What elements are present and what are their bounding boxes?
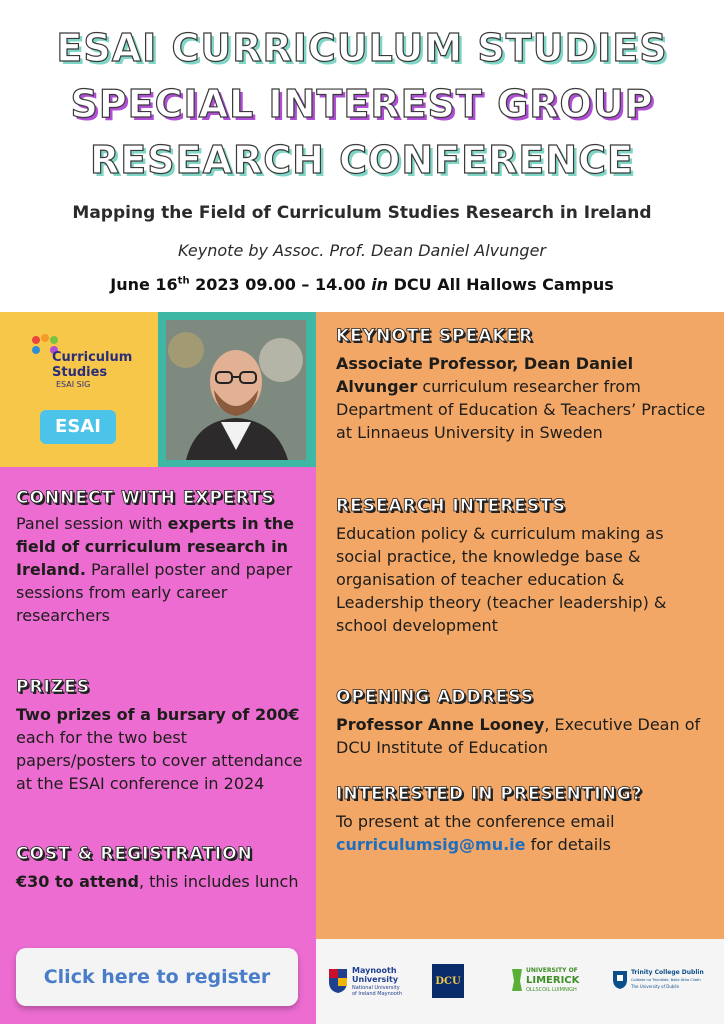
maynooth-crest-icon: [328, 968, 348, 994]
maynooth-line4: of Ireland Maynooth: [352, 991, 403, 997]
subtitle: Mapping the Field of Curriculum Studies Research in Ireland: [72, 203, 652, 223]
cost-heading: COST & REGISTRATION: [16, 844, 253, 864]
keynote-heading: KEYNOTE SPEAKER: [336, 326, 534, 346]
trinity-crest-icon: [612, 970, 628, 990]
curriculum-logo-line2: Studies: [52, 365, 108, 380]
email-link[interactable]: curriculumsig@mu.ie: [336, 835, 526, 854]
opening-heading: OPENING ADDRESS: [336, 687, 534, 707]
keynote-text: Associate Professor, Dean Daniel Alvunger curriculum researcher from Department of Education & Teachers’ Practice at Linnaeus University in Sweden: [336, 354, 706, 442]
cost-text: €30 to attend, this includes lunch: [16, 872, 299, 891]
dcu-logo: [432, 964, 464, 998]
prizes-heading: PRIZES: [16, 677, 91, 697]
connect-text: Panel session with experts in the field of curriculum research in Ireland. Parallel poster and paper sessions from early career researchers: [16, 514, 295, 625]
research-text: Education policy & curriculum making as social practice, the knowledge base & organisation of teacher education & Leadership theory (teacher leadership) & school development: [336, 524, 667, 635]
maynooth-logo: [328, 966, 424, 1000]
curriculum-logo-line1: Curriculum: [52, 350, 133, 365]
trinity-logo: [612, 968, 716, 996]
limerick-line1: UNIVERSITY OF: [526, 967, 578, 974]
trinity-line3: The University of Dublin: [631, 984, 680, 989]
limerick-logo: [510, 965, 592, 997]
curriculum-logo-line3: ESAI SIG: [56, 380, 91, 389]
event-dateline: June 16th 2023 09.00 – 14.00 in DCU All Hallows Campus: [110, 275, 614, 294]
title-line-1: ESAI CURRICULUM STUDIES: [56, 26, 668, 70]
maynooth-line2: University: [352, 975, 399, 984]
limerick-line2: LIMERICK: [526, 975, 580, 986]
research-heading: RESEARCH INTERESTS: [336, 496, 566, 516]
dcu-logo-text: DCU: [435, 975, 461, 987]
title-line-3: RESEARCH CONFERENCE: [90, 138, 634, 182]
prizes-text: Two prizes of a bursary of 200€ each for the two best papers/posters to cover attendance at the ESAI conference in 2024: [16, 705, 303, 793]
maynooth-line1: Maynooth: [352, 966, 397, 975]
title-line-2: SPECIAL INTEREST GROUP: [70, 82, 654, 126]
esai-logo: [40, 410, 116, 444]
connect-heading: CONNECT WITH EXPERTS: [16, 488, 275, 508]
esai-logo-text: ESAI: [55, 416, 101, 437]
trinity-line1: Trinity College Dublin: [631, 969, 704, 976]
limerick-crest-icon: [510, 967, 524, 993]
limerick-line3: OLLSCOIL LUIMNIGH: [526, 987, 577, 993]
speaker-photo: [166, 320, 306, 460]
presenting-text: To present at the conference email curriculumsig@mu.ie for details: [336, 812, 615, 854]
trinity-line2: Coláiste na Tríonóide, Baile Átha Cliath: [631, 978, 701, 982]
register-button[interactable]: Click here to register: [16, 948, 298, 1006]
curriculum-studies-logo: [30, 334, 134, 394]
presenting-heading: INTERESTED IN PRESENTING?: [336, 784, 643, 804]
opening-text: Professor Anne Looney, Executive Dean of DCU Institute of Education: [336, 715, 701, 757]
keynote-byline: Keynote by Assoc. Prof. Dean Daniel Alvunger: [178, 241, 546, 260]
maynooth-line3: National University: [352, 985, 400, 991]
